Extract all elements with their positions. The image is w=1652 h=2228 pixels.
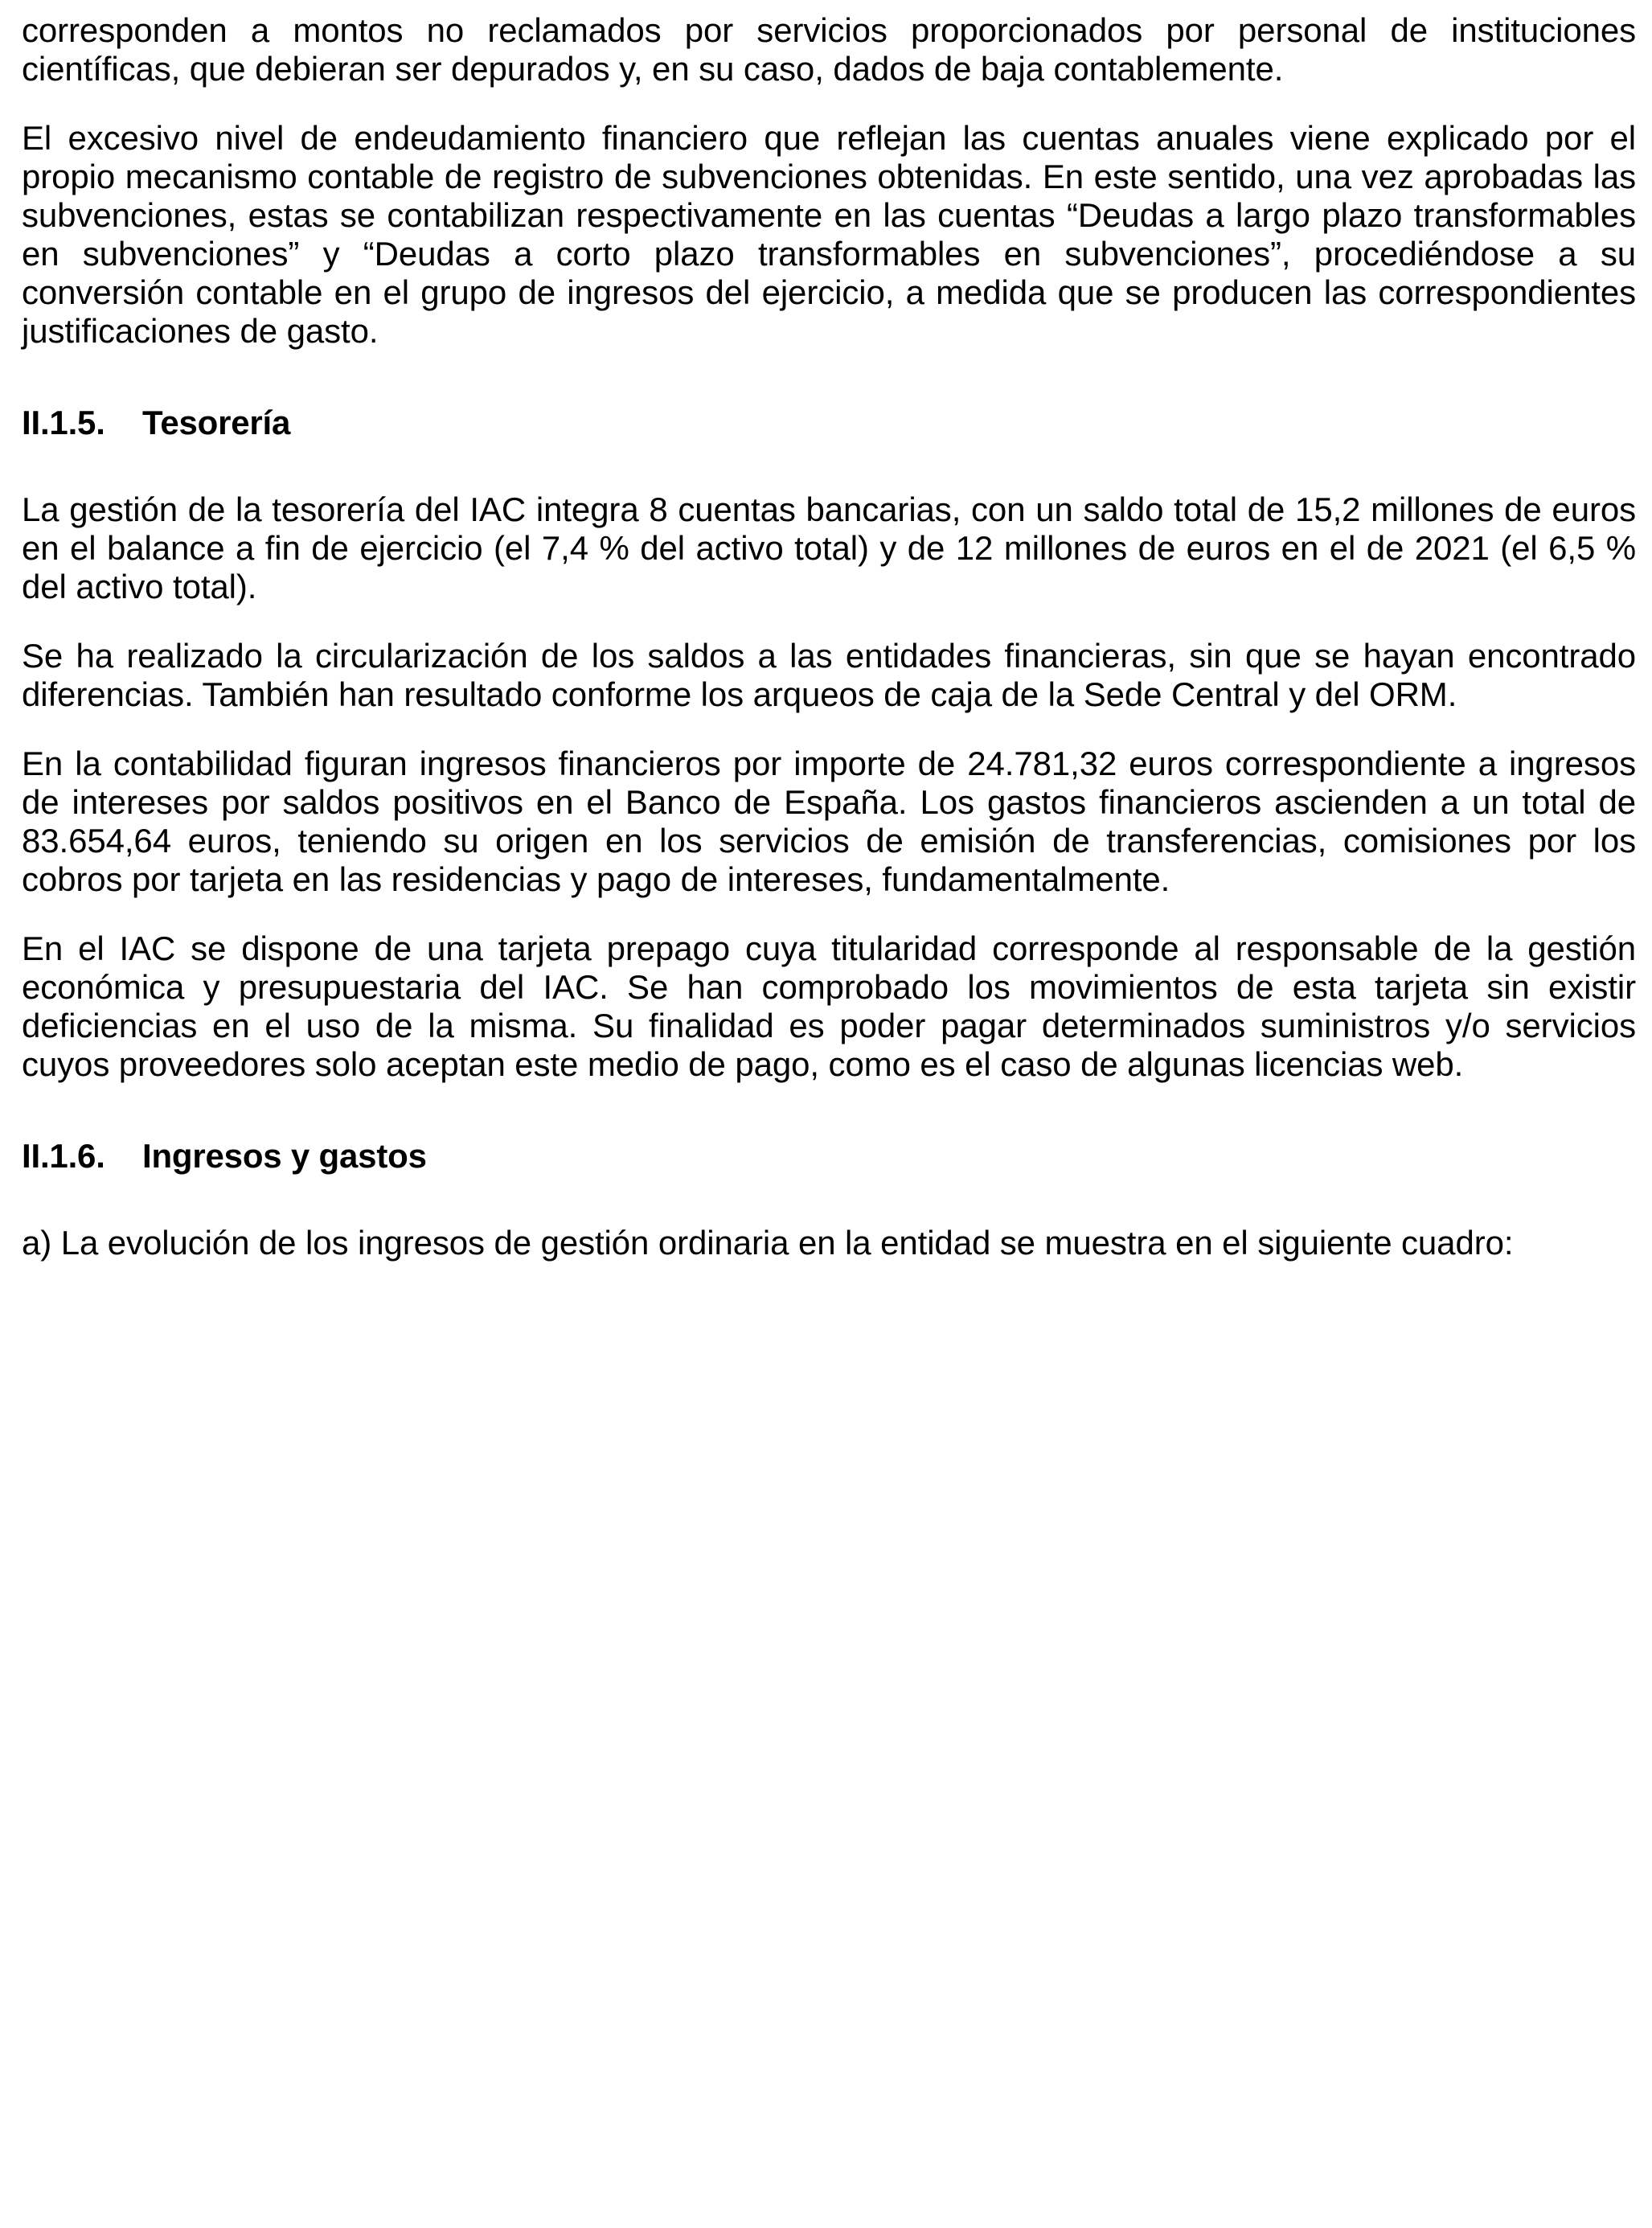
paragraph-gap [22, 714, 1636, 745]
heading-ii-1-5-tesoreria [22, 404, 1636, 442]
heading-ii-1-6-ingresos-y-gastos [22, 1137, 1636, 1176]
paragraph-tarjeta-prepago: En el IAC se dispone de una tarjeta prepago cuya titularidad corresponde al responsable de la gestión económica y presupuestaria del IAC. Se han comprobado los movimientos de esta tarjeta sin existir deficiencias en el uso de la misma. Su finalidad es poder pagar determinados suministros y/o servicios cuyos proveedores solo aceptan este medio de pago, como es el caso de algunas licencias web. [22, 929, 1636, 1083]
paragraph-intro-continued: corresponden a montos no reclamados por servicios proporcionados por personal de instituciones científicas, que debieran ser depurados y, en su caso, dados de baja contablemente. [22, 11, 1636, 88]
heading-gap-after [22, 1176, 1636, 1224]
reserved-table-area [22, 1262, 1636, 1270]
paragraph-endeudamiento-financiero: El excesivo nivel de endeudamiento financiero que reflejan las cuentas anuales viene explicado por el propio mecanismo contable de registro de subvenciones obtenidas. En este sentido, una vez aprobadas las subvenciones, estas se contabilizan respectivamente en las cuentas “Deudas a largo plazo transformables en subvenciones” y “Deudas a corto plazo transformables en subvenciones”, procediéndose a su conversión contable en el grupo de ingresos del ejercicio, a medida que se producen las correspondientes justificaciones de gasto. [22, 119, 1636, 350]
heading-title: Tesorería [142, 404, 291, 441]
paragraph-gap [22, 606, 1636, 637]
heading-gap-before [22, 1084, 1636, 1137]
paragraph-tesoreria-saldos: La gestión de la tesorería del IAC integra 8 cuentas bancarias, con un saldo total de 15,2 millones de euros en el balance a fin de ejercicio (el 7,4 % del activo total) y de 12 millones de euros en el de 2021 (el 6,5 % del activo total). [22, 490, 1636, 605]
heading-number: II.1.6. [22, 1137, 105, 1175]
heading-number: II.1.5. [22, 404, 105, 441]
paragraph-circularizacion-saldos: Se ha realizado la circularización de los saldos a las entidades financieras, sin que se hayan encontrado diferencias. También han resultado conforme los arqueos de caja de la Sede Central y del ORM. [22, 637, 1636, 713]
heading-gap-after [22, 442, 1636, 490]
paragraph-gap [22, 88, 1636, 119]
paragraph-ingresos-financieros: En la contabilidad figuran ingresos financieros por importe de 24.781,32 euros correspondiente a ingresos de intereses por saldos positivos en el Banco de España. Los gastos financieros ascienden a un total de 83.654,64 euros, teniendo su origen en los servicios de emisión de transferencias, comisiones por los cobros por tarjeta en las residencias y pago de intereses, fundamentalmente. [22, 745, 1636, 898]
page-content [22, 0, 1636, 1270]
paragraph-gap [22, 899, 1636, 929]
paragraph-evolucion-ingresos: a) La evolución de los ingresos de gestión ordinaria en la entidad se muestra en el siguiente cuadro: [22, 1224, 1514, 1262]
top-spacer [22, 0, 1636, 11]
heading-title: Ingresos y gastos [142, 1137, 427, 1175]
heading-gap-before [22, 351, 1636, 404]
